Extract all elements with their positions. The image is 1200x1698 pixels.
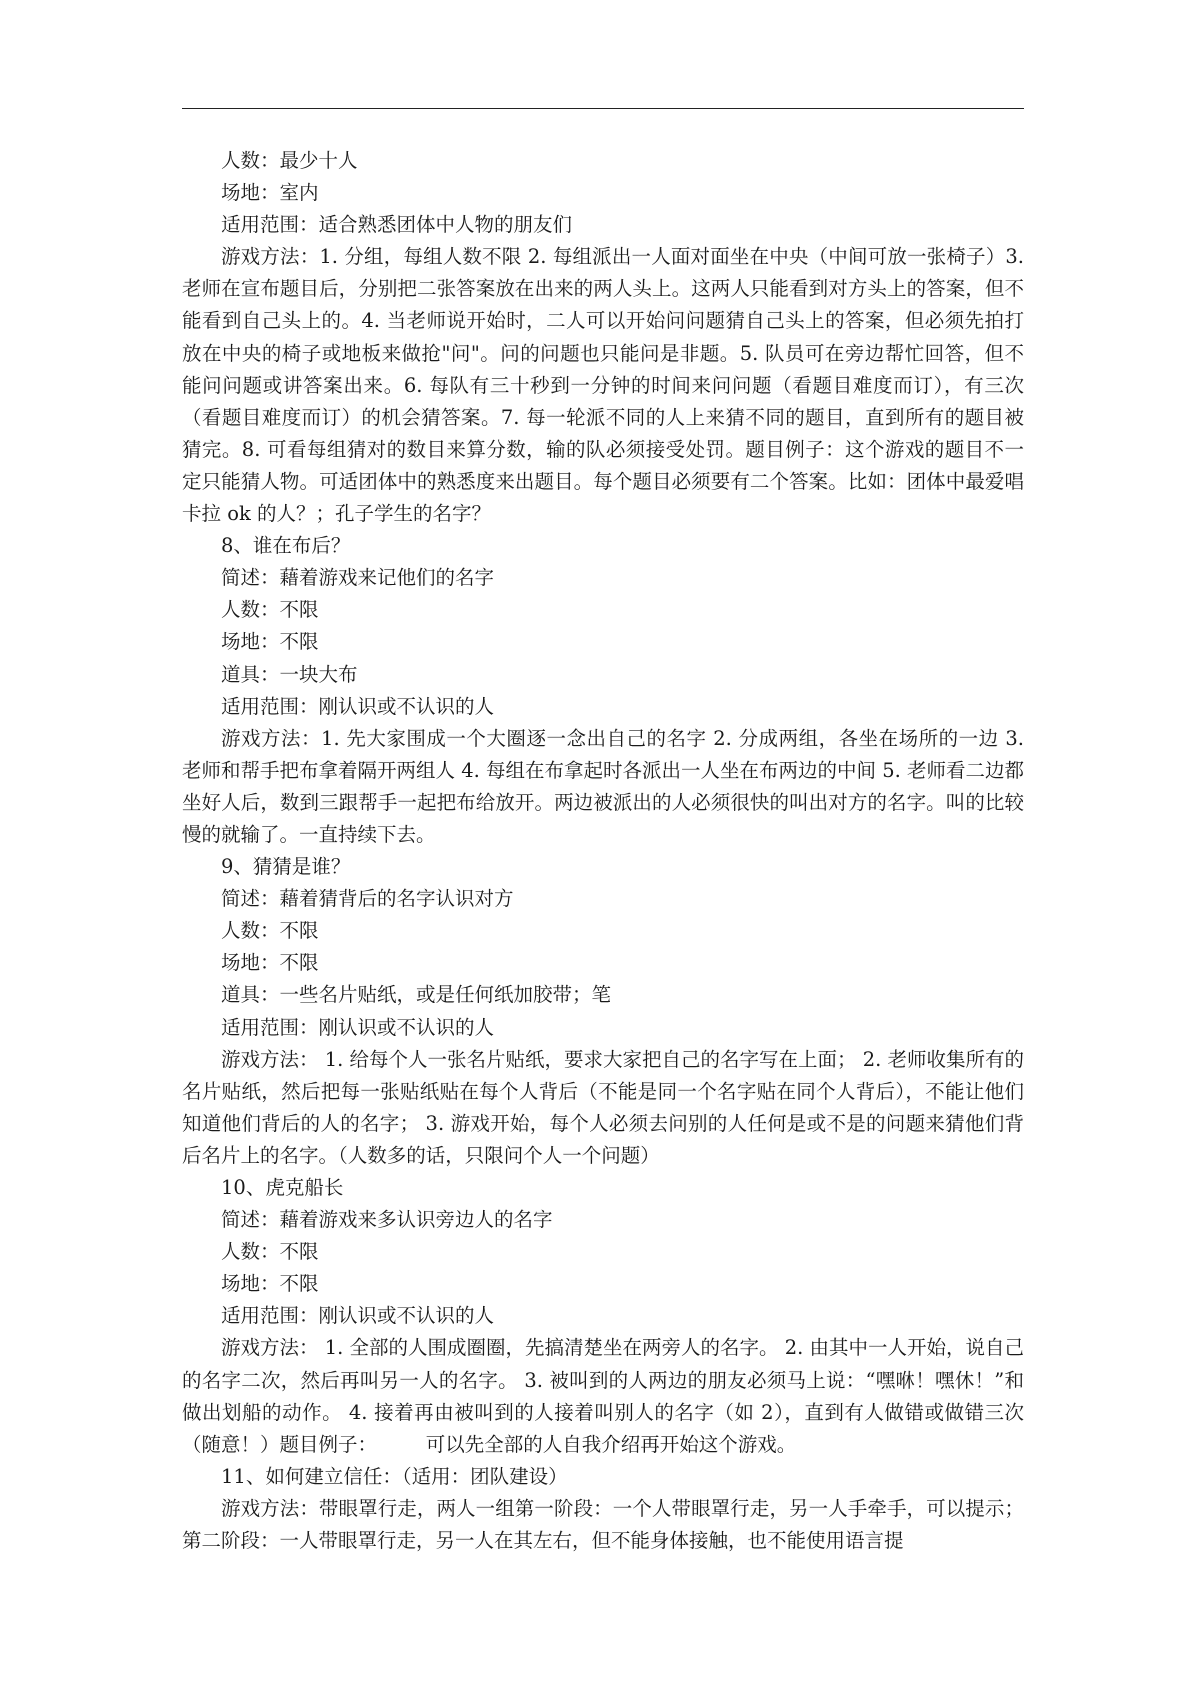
paragraph: 适用范围：刚认识或不认识的人 [221,694,495,718]
paragraph: 场地：不限 [221,1272,319,1296]
paragraph: 适用范围：适合熟悉团体中人物的朋友们 [221,213,573,237]
paragraph: 人数：最少十人 [221,149,358,172]
paragraph: 游戏方法： 1. 全部的人围成圈圈，先搞清楚坐在两旁人的名字。 2. 由其中一人开始，说自己的名字二次，然后再叫另一人的名字。 3. 被叫到的人两边的朋友必须马上说：“嘿咻！嘿休！”和做出划船的动作。 4. 接着再由被叫到的人接着叫别人的名字（如 2），直到有人做错或做错三次（随意！）题目例子： 可以先全部的人自我介绍再开始这个游戏。 [182,1336,1025,1456]
paragraph: 适用范围：刚认识或不认识的人 [221,1304,495,1328]
paragraph: 游戏方法：带眼罩行走，两人一组第一阶段：一个人带眼罩行走，另一人手牵手，可以提示；第二阶段：一人带眼罩行走，另一人在其左右，但不能身体接触，也不能使用语言提 [182,1496,1024,1553]
section-heading: 10、虎克船长 [221,1176,344,1199]
paragraph: 人数：不限 [221,598,319,622]
paragraph: 游戏方法： 1. 给每个人一张名片贴纸，要求大家把自己的名字写在上面； 2. 老师收集所有的名片贴纸，然后把每一张贴纸贴在每个人背后（不能是同一个名字贴在同个人背后），不能让他们知道他们背后的人的名字； 3. 游戏开始，每个人必须去问别的人任何是或不是的问题来猜他们背后名片上的名字。（人数多的话，只限问个人一个问题） [182,1047,1025,1167]
paragraph: 简述：藉着猜背后的名字认识对方 [221,887,514,911]
section-heading: 11、如何建立信任：（适用：团队建设） [221,1464,568,1488]
paragraph: 简述：藉着游戏来多认识旁边人的名字 [221,1208,553,1232]
section-heading: 9、猜猜是谁？ [221,855,351,879]
paragraph: 场地：不限 [221,951,319,975]
paragraph: 场地：室内 [221,181,319,205]
document-body [182,145,1024,1557]
paragraph: 人数：不限 [221,1240,319,1264]
paragraph: 适用范围：刚认识或不认识的人 [221,1015,495,1039]
paragraph: 场地：不限 [221,630,319,654]
paragraph: 游戏方法：1. 先大家围成一个大圈逐一念出自己的名字 2. 分成两组，各坐在场所的一边 3. 老师和帮手把布拿着隔开两组人 4. 每组在布拿起时各派出一人坐在布两边的中间 5. 老师看二边都坐好人后，数到三跟帮手一起把布给放开。两边被派出的人必须很快的叫出对方的名字。叫的比较慢的就输了。一直持续下去。 [182,726,1025,846]
header-rule [182,108,1024,109]
paragraph: 道具：一些名片贴纸，或是任何纸加胶带；笔 [221,983,612,1007]
paragraph: 道具：一块大布 [221,662,358,686]
section-heading: 8、谁在布后？ [221,534,351,558]
paragraph: 游戏方法：1. 分组，每组人数不限 2. 每组派出一人面对面坐在中央（中间可放一张椅子）3. 老师在宣布题目后，分别把二张答案放在出来的两人头上。这两人只能看到对方头上的答案，但不能看到自己头上的。4. 当老师说开始时，二人可以开始问问题猜自己头上的答案，但必须先拍打放在中央的椅子或地板来做抢"问"。问的问题也只能问是非题。5. 队员可在旁边帮忙回答，但不能问问题或讲答案出来。6. 每队有三十秒到一分钟的时间来问问题（看题目难度而订），有三次（看题目难度而订）的机会猜答案。7. 每一轮派不同的人上来猜不同的题目，直到所有的题目被猜完。8. 可看每组猜对的数目来算分数，输的队必须接受处罚。题目例子：这个游戏的题目不一定只能猜人物。可适团体中的熟悉度来出题目。每个题目必须要有二个答案。比如：团体中最爱唱卡拉 ok 的人？；孔子学生的名字？ [182,245,1024,526]
paragraph: 人数：不限 [221,919,319,943]
paragraph: 简述：藉着游戏来记他们的名字 [221,566,495,590]
